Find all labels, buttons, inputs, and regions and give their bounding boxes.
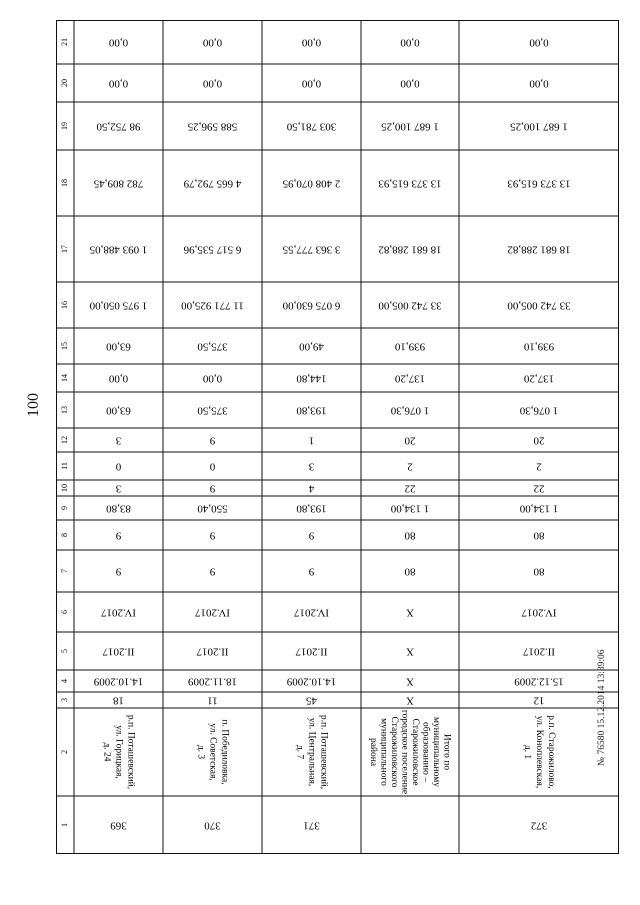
cell-c12: 9 [209, 434, 216, 447]
cell-c6: IV.2017 [294, 606, 329, 619]
cell-c21: 0,00 [400, 36, 420, 49]
data-table [56, 20, 619, 854]
column-number: 12 [59, 436, 69, 444]
cell-c17: 18 681 288,82 [378, 243, 442, 256]
cell-c21: 0,00 [202, 36, 223, 49]
column-number: 21 [59, 38, 69, 46]
cell-c14: 137,20 [394, 372, 426, 385]
cell-c14: 137,20 [523, 372, 555, 385]
cell-c15: 939,10 [523, 340, 555, 353]
column-number: 7 [59, 569, 69, 573]
cell-c8: 80 [533, 529, 545, 542]
address-line: Старожиловское [410, 718, 421, 786]
cell-c10: 9 [209, 482, 216, 495]
cell-c18: 13 373 615,93 [507, 177, 571, 190]
cell-c1: 369 [110, 819, 127, 832]
cell-c6: IV.2017 [521, 606, 557, 619]
cell-c19: 588 596,25 [187, 120, 238, 133]
stamp-text: № 76580 15.12.2014 13:39:06 [597, 649, 607, 766]
cell-c18: 782 809,45 [93, 177, 144, 190]
cell-c16: 33 742 005,00 [378, 299, 442, 312]
address-line: р.п. Поташевский, [125, 714, 136, 790]
cell-c15: 63,00 [106, 340, 131, 353]
cell-c9: 1 134,00 [519, 502, 559, 515]
column-number: 10 [59, 484, 69, 492]
cell-c18: 4 665 792,79 [183, 177, 242, 190]
column-number: 6 [59, 610, 69, 614]
address-line: образованию – [420, 722, 431, 782]
cell-c3: 18 [113, 694, 124, 707]
cell-c11: 0 [115, 460, 122, 473]
address-line: ул. Горицкая, [113, 725, 124, 779]
cell-c13: 1 076,30 [519, 404, 559, 417]
cell-c7: 80 [404, 565, 416, 578]
cell-c17: 1 093 488,05 [89, 243, 148, 256]
cell-c14: 0,00 [108, 372, 129, 385]
cell-c10: 22 [404, 482, 416, 495]
column-number: 4 [59, 679, 69, 683]
cell-c21: 0,00 [108, 36, 129, 49]
cell-c5: X [406, 645, 414, 658]
cell-c15: 49,00 [299, 340, 324, 353]
cell-c3: 45 [306, 694, 317, 707]
cell-c12: 1 [308, 434, 315, 447]
cell-c5: II.2017 [295, 645, 328, 658]
address-line: п. Победиловка, [219, 719, 230, 785]
column-number: 18 [59, 179, 69, 187]
column-number: 9 [59, 506, 69, 510]
column-number: 14 [59, 374, 69, 382]
cell-c11: 2 [407, 460, 413, 473]
cell-c6: IV.2017 [195, 606, 230, 619]
cell-c17: 6 517 535,96 [183, 243, 242, 256]
column-number: 16 [59, 301, 69, 309]
cell-c3: 12 [533, 694, 545, 707]
cell-c1: 372 [530, 819, 548, 832]
column-number: 1 [59, 823, 69, 827]
cell-c18: 13 373 615,93 [378, 177, 442, 190]
column-number: 13 [59, 406, 69, 414]
address-line: р.п. Поташевский, [318, 714, 329, 790]
cell-c9: 1 134,00 [390, 502, 430, 515]
cell-c5: II.2017 [522, 645, 556, 658]
cell-c21: 0,00 [529, 36, 549, 49]
cell-c3: X [406, 694, 414, 707]
column-number: 8 [59, 533, 69, 537]
cell-c16: 11 771 925,00 [181, 299, 244, 312]
cell-c3: 11 [207, 694, 218, 707]
cell-c21: 0,00 [301, 36, 322, 49]
cell-c13: 375,50 [197, 404, 228, 417]
address-line: д. 3 [195, 744, 206, 760]
column-number: 2 [59, 750, 69, 754]
cell-c6: IV.2017 [101, 606, 136, 619]
cell-c4: 14.10.2009 [286, 675, 337, 688]
cell-c12: 3 [115, 434, 122, 447]
column-number: 20 [59, 79, 69, 87]
column-number: 17 [59, 245, 69, 253]
cell-c13: 1 076,30 [390, 404, 430, 417]
cell-c4: 18.11.2009 [187, 675, 238, 688]
cell-c8: 80 [404, 529, 416, 542]
address-line: муниципальному [431, 717, 442, 787]
address-line: р.п. Старожилово, [545, 715, 556, 789]
cell-c20: 0,00 [400, 77, 420, 90]
cell-c5: II.2017 [102, 645, 135, 658]
cell-c4: 15.12.2009 [514, 675, 564, 688]
column-number: 5 [59, 649, 69, 653]
address-line: муниципального [378, 718, 389, 786]
cell-c7: 9 [209, 565, 216, 578]
cell-c16: 6 075 630,00 [282, 299, 341, 312]
cell-c8: 9 [209, 529, 216, 542]
column-number: 3 [59, 698, 69, 702]
cell-c6: X [406, 606, 414, 619]
cell-c19: 98 752,50 [96, 120, 141, 133]
cell-c9: 550,40 [197, 502, 228, 515]
cell-c20: 0,00 [301, 77, 322, 90]
cell-c13: 193,80 [296, 404, 327, 417]
cell-c15: 939,10 [394, 340, 426, 353]
column-number: 19 [59, 122, 69, 130]
address-line: д. 7 [294, 744, 305, 760]
cell-c11: 3 [308, 460, 315, 473]
cell-c17: 18 681 288,82 [507, 243, 571, 256]
rotated-table-svg [56, 20, 619, 854]
cell-c19: 1 687 100,25 [381, 120, 439, 133]
cell-c19: 303 781,50 [286, 120, 337, 133]
address-line: городское поселение [399, 709, 410, 795]
cell-c14: 144,80 [296, 372, 327, 385]
cell-c11: 0 [209, 460, 216, 473]
cell-c14: 0,00 [202, 372, 223, 385]
cell-c16: 33 742 005,00 [507, 299, 571, 312]
cell-c1: 371 [303, 819, 320, 832]
address-line: Старожиловского [389, 716, 400, 788]
cell-c19: 1 687 100,25 [510, 120, 568, 133]
cell-c12: 20 [404, 434, 416, 447]
address-line: района [368, 737, 379, 767]
cell-c8: 9 [115, 529, 122, 542]
cell-c7: 9 [308, 565, 315, 578]
cell-c13: 63,00 [106, 404, 131, 417]
cell-c20: 0,00 [529, 77, 549, 90]
cell-c12: 20 [533, 434, 545, 447]
cell-c15: 375,50 [197, 340, 228, 353]
cell-c8: 9 [308, 529, 315, 542]
cell-c16: 1 975 050,00 [89, 299, 148, 312]
address-line: Итого по [441, 733, 452, 771]
address-line: д. 1 [521, 744, 532, 760]
cell-c1: 370 [204, 819, 221, 832]
cell-c20: 0,00 [108, 77, 129, 90]
cell-c4: 14.10.2009 [93, 675, 144, 688]
cell-c10: 3 [115, 482, 122, 495]
cell-c11: 2 [536, 460, 542, 473]
address-line: ул. Советская, [207, 723, 218, 781]
cell-c7: 9 [115, 565, 122, 578]
cell-c10: 4 [308, 482, 315, 495]
cell-c4: X [406, 675, 414, 688]
address-line: ул. Коноплевская, [533, 715, 544, 789]
page-number: 100 [25, 393, 42, 417]
column-number: 15 [59, 342, 69, 350]
cell-c9: 83,80 [106, 502, 131, 515]
column-number: 11 [59, 462, 69, 470]
cell-c10: 22 [533, 482, 545, 495]
cell-c7: 80 [533, 565, 545, 578]
cell-c5: II.2017 [196, 645, 229, 658]
cell-c20: 0,00 [202, 77, 223, 90]
cell-c18: 2 408 070,95 [282, 177, 341, 190]
address-line: ул. Центральная, [306, 717, 317, 787]
cell-c17: 3 363 777,55 [282, 243, 341, 256]
address-line: д. 24 [101, 742, 112, 762]
cell-c9: 193,80 [296, 502, 327, 515]
